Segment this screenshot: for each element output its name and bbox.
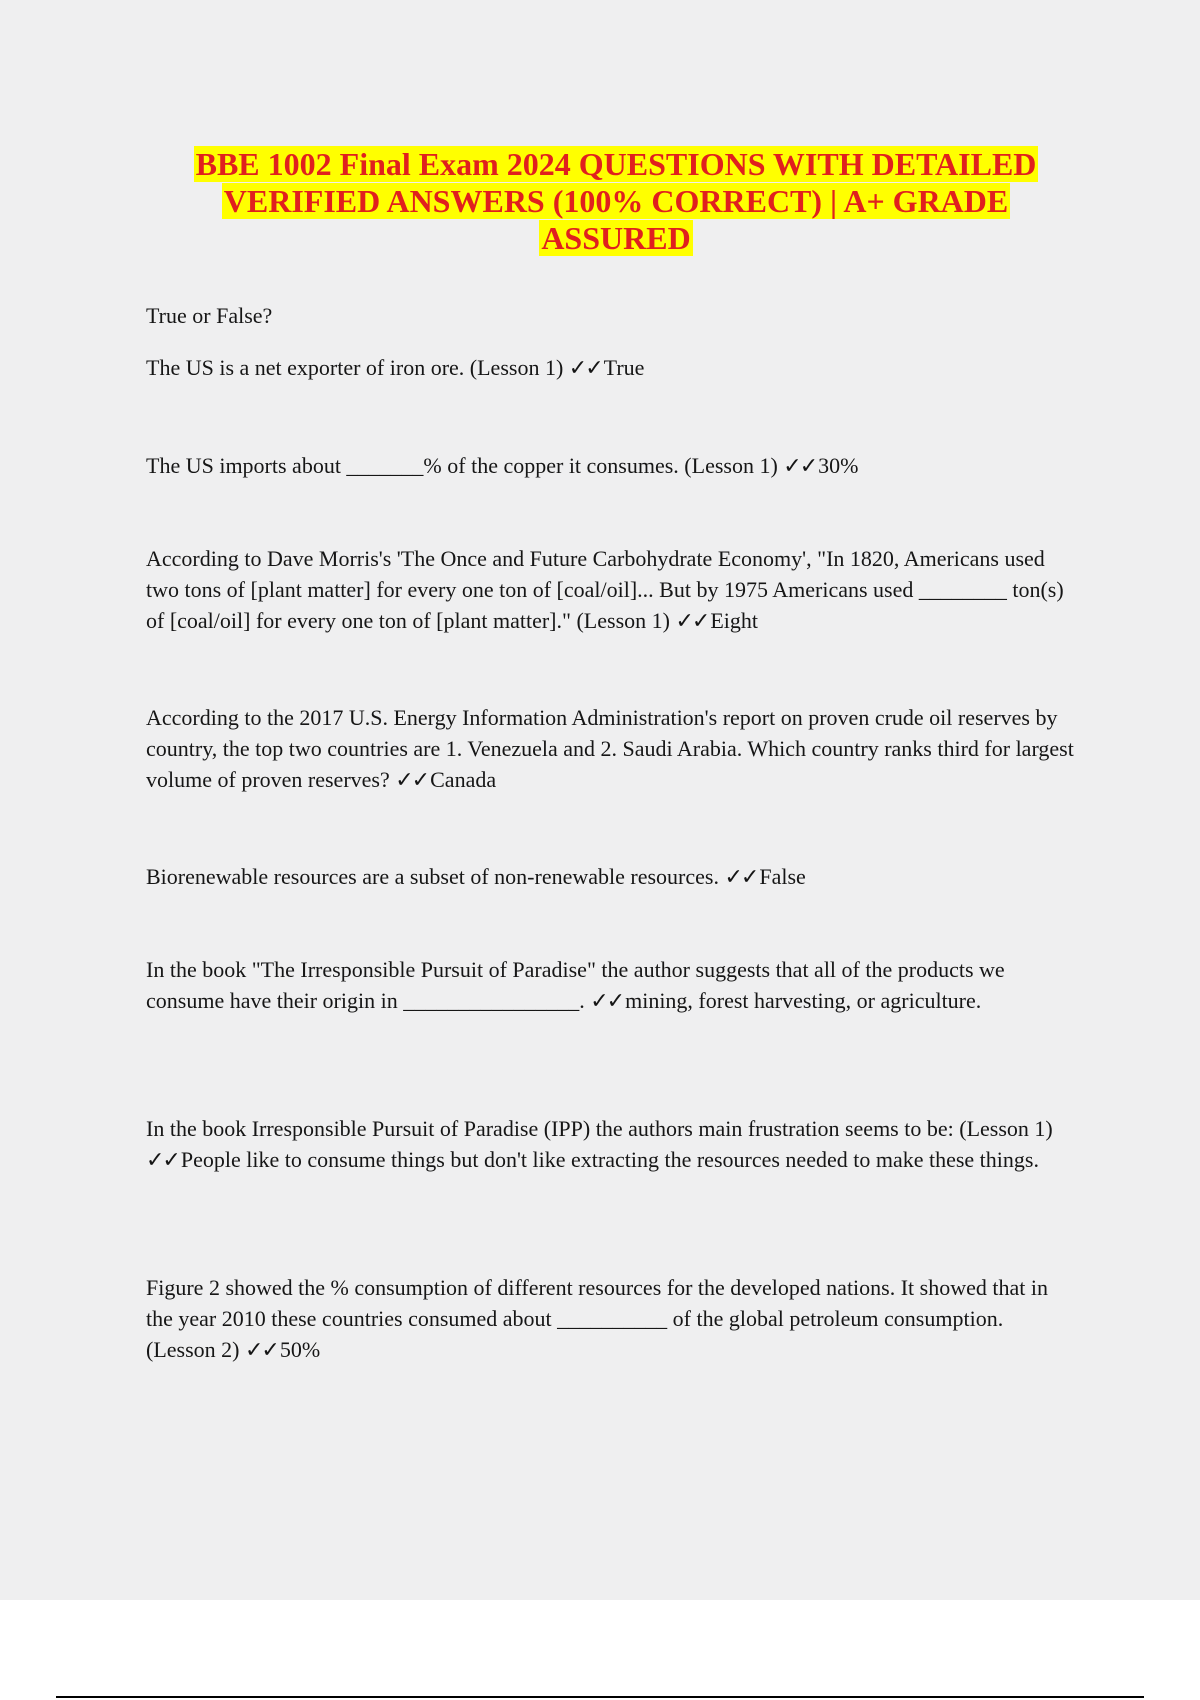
check-mark-icon: ✓✓ [568,355,602,380]
check-mark-icon: ✓✓ [590,988,624,1013]
question-item [146,450,1076,481]
question-item [146,543,1076,636]
question-item [146,954,1076,1016]
question-text: According to the 2017 U.S. Energy Information Administration's report on proven crude oil reserves by country, the top two countries are 1. Venezuela and 2. Saudi Arabia. Which country ranks third for largest volume of proven reserves? [146,705,1074,792]
check-mark-icon: ✓✓ [675,608,709,633]
answer-text: 30% [818,453,859,478]
answer-text: People like to consume things but don't like extracting the resources needed to make these things. [180,1147,1039,1172]
question-item [146,702,1076,795]
check-mark-icon: ✓✓ [783,453,817,478]
check-mark-icon: ✓✓ [395,767,429,792]
title-line: VERIFIED ANSWERS (100% CORRECT) | A+ GRADE [223,183,1009,219]
check-mark-icon: ✓✓ [146,1147,179,1172]
question-text: The US is a net exporter of iron ore. (Lesson 1) [146,355,564,380]
title-line: BBE 1002 Final Exam 2024 QUESTIONS WITH DETAILED [195,146,1037,182]
answer-text: Eight [710,608,759,633]
question-text: In the book Irresponsible Pursuit of Paradise (IPP) the authors main frustration seems to be: (Lesson 1) [146,1116,1053,1141]
question-item [146,861,1076,892]
question-item [146,1113,1076,1175]
answer-text: mining, forest harvesting, or agriculture. [625,988,982,1013]
title-line: ASSURED [541,220,691,256]
document-title [120,146,1112,257]
question-text: According to Dave Morris's 'The Once and Future Carbohydrate Economy', "In 1820, Americans used two tons of [plant matter] for every one ton of [coal/oil]... But by 1975 Americans used ________ ton(s) of [coal/oil] for every one ton of [plant matter]." (Lesson 1) [146,546,1064,633]
check-mark-icon: ✓✓ [724,864,758,889]
page-divider [56,1696,1144,1698]
question-item [146,1272,1076,1365]
question-text: Figure 2 showed the % consumption of different resources for the developed nations. It showed that in the year 2010 these countries consumed about __________ of the global petroleum consumption. (Lesson 2) [146,1275,1048,1362]
question-item [146,352,1076,383]
question-text: In the book "The Irresponsible Pursuit of Paradise" the author suggests that all of the products we consume have their origin in ________________. [146,957,1005,1013]
answer-text: 50% [279,1337,321,1362]
question-text: Biorenewable resources are a subset of non-renewable resources. [146,864,719,889]
answer-text: Canada [430,767,497,792]
answer-text: True [603,355,645,380]
question-text: The US imports about _______% of the copper it consumes. (Lesson 1) [146,453,778,478]
check-mark-icon: ✓✓ [244,1337,278,1362]
answer-text: False [759,864,806,889]
section-label: True or False? [146,303,273,328]
